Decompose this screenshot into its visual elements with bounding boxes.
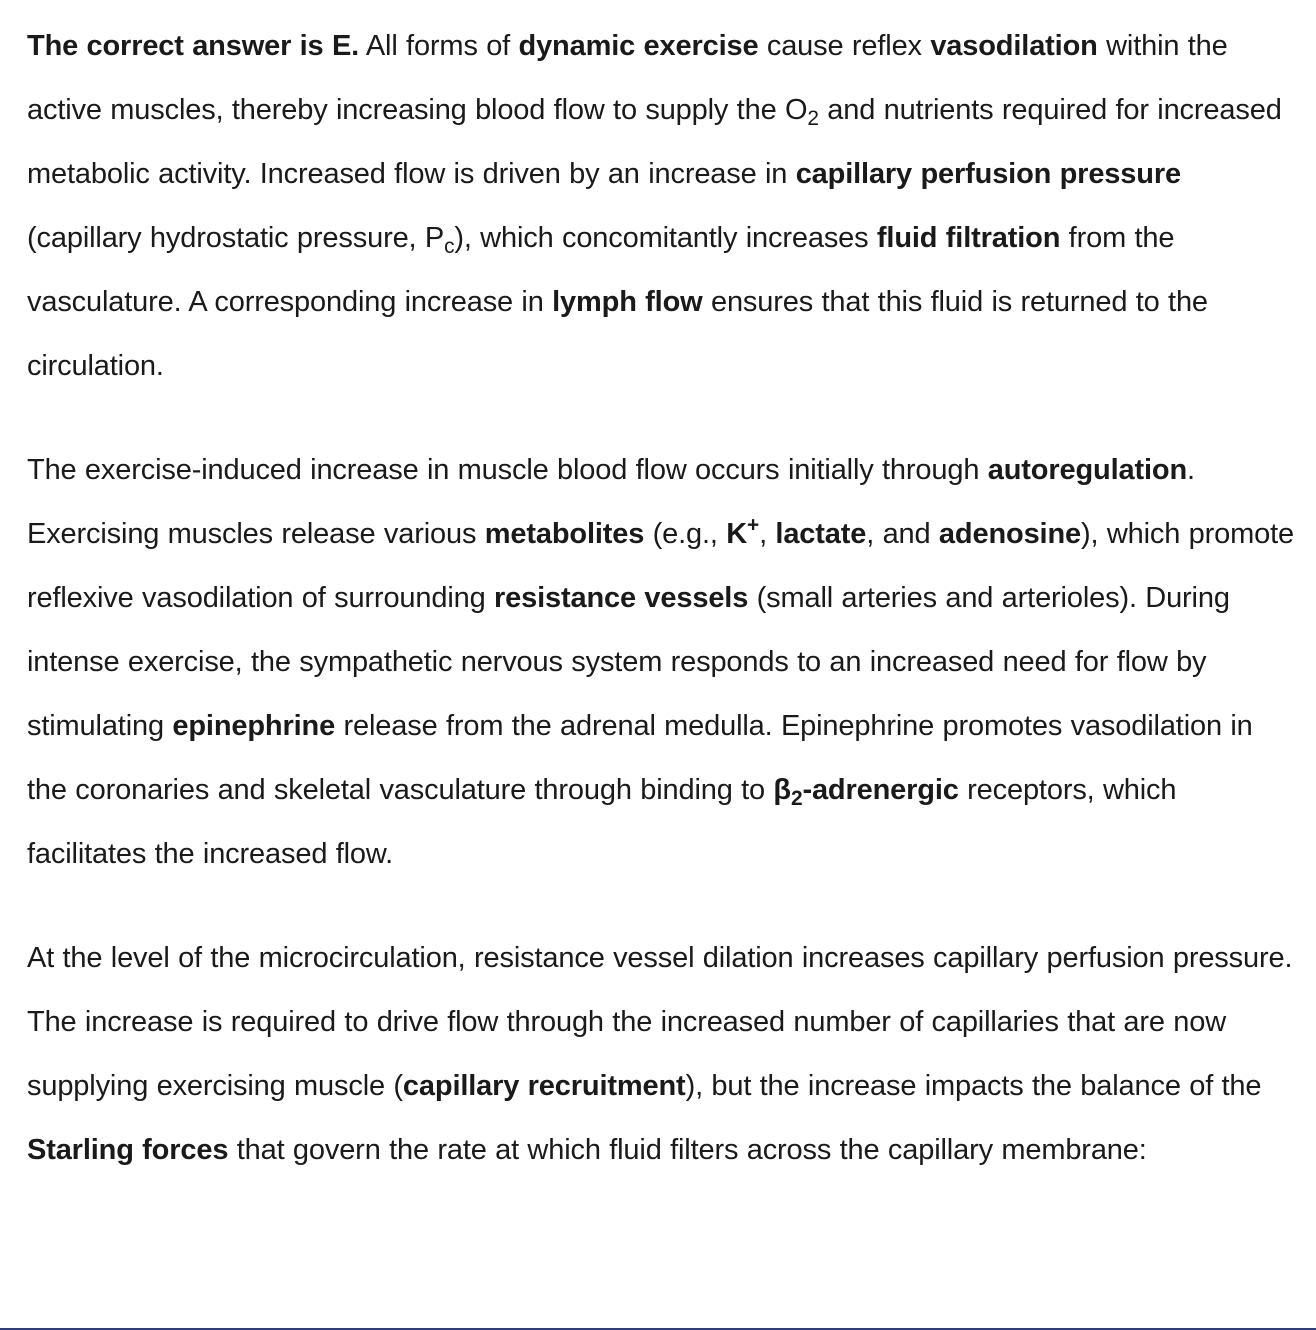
emphasized-term: autoregulation	[987, 454, 1188, 486]
subscript: c	[444, 234, 455, 258]
text-run: At the level of the microcirculation, resistance vessel dilation increases capillary perfusion pressure. The increase is required to drive flow through the increased number of capillaries that are now supplying exercising muscle (	[27, 942, 1293, 1102]
text-run: (e.g.,	[644, 518, 727, 550]
explanation-paragraph-1	[27, 14, 1297, 398]
emphasized-subscript	[790, 774, 803, 810]
explanation-paragraph-2	[27, 438, 1297, 886]
emphasized-term: capillary perfusion pressure	[795, 158, 1181, 190]
subscript: 2	[790, 786, 803, 810]
emphasized-term: capillary recruitment	[402, 1070, 686, 1102]
emphasized-term: epinephrine	[172, 710, 336, 742]
explanation-text	[27, 14, 1297, 1182]
emphasized-term: adenosine	[938, 518, 1082, 550]
text-run: ), which promote reflexive vasodilation of surrounding	[27, 518, 1294, 614]
emphasized-term: β	[773, 774, 791, 806]
text-run: within the active muscles, thereby increasing blood flow to supply the O	[27, 30, 1228, 126]
text-run: All forms of	[359, 30, 519, 62]
text-run: that govern the rate at which fluid filters across the capillary membrane:	[228, 1134, 1147, 1166]
text-run: cause reflex	[758, 30, 931, 62]
emphasized-term: vasodilation	[930, 30, 1098, 62]
text-run: (capillary hydrostatic pressure, P	[27, 222, 445, 254]
emphasized-term: -adrenergic	[802, 774, 959, 806]
emphasized-term: metabolites	[484, 518, 645, 550]
text-run: release from the adrenal medulla. Epinephrine promotes vasodilation in the coronaries and skeletal vasculature through binding to	[27, 710, 1253, 806]
emphasized-term: Starling forces	[27, 1134, 229, 1166]
text-run: ), which concomitantly increases	[454, 222, 877, 254]
text-run: from the vasculature. A corresponding increase in	[27, 222, 1175, 318]
text-run: ensures that this fluid is returned to the circulation.	[27, 286, 1208, 382]
text-run: ,	[759, 518, 776, 550]
subscript: 2	[807, 106, 819, 130]
emphasized-term: fluid filtration	[876, 222, 1061, 254]
text-run: (small arteries and arterioles). During intense exercise, the sympathetic nervous system responds to an increased need for flow by stimulating	[27, 582, 1230, 742]
emphasized-term: The correct answer is E.	[27, 30, 360, 62]
explanation-paragraph-3	[27, 926, 1297, 1182]
emphasized-term: resistance vessels	[494, 582, 749, 614]
emphasized-term: lymph flow	[552, 286, 703, 318]
text-run: . Exercising muscles release various	[27, 454, 1195, 550]
text-run: , and	[866, 518, 939, 550]
text-run: and nutrients required for increased metabolic activity. Increased flow is driven by an increase in	[27, 94, 1282, 190]
emphasized-term: K	[726, 518, 748, 550]
emphasized-term: lactate	[775, 518, 867, 550]
emphasized-term: dynamic exercise	[518, 30, 759, 62]
text-run: The exercise-induced increase in muscle blood flow occurs initially through	[27, 454, 988, 486]
text-run: receptors, which facilitates the increased flow.	[27, 774, 1177, 870]
superscript: +	[747, 513, 760, 537]
emphasized-superscript	[747, 513, 760, 550]
text-run: ), but the increase impacts the balance of the	[685, 1070, 1262, 1102]
